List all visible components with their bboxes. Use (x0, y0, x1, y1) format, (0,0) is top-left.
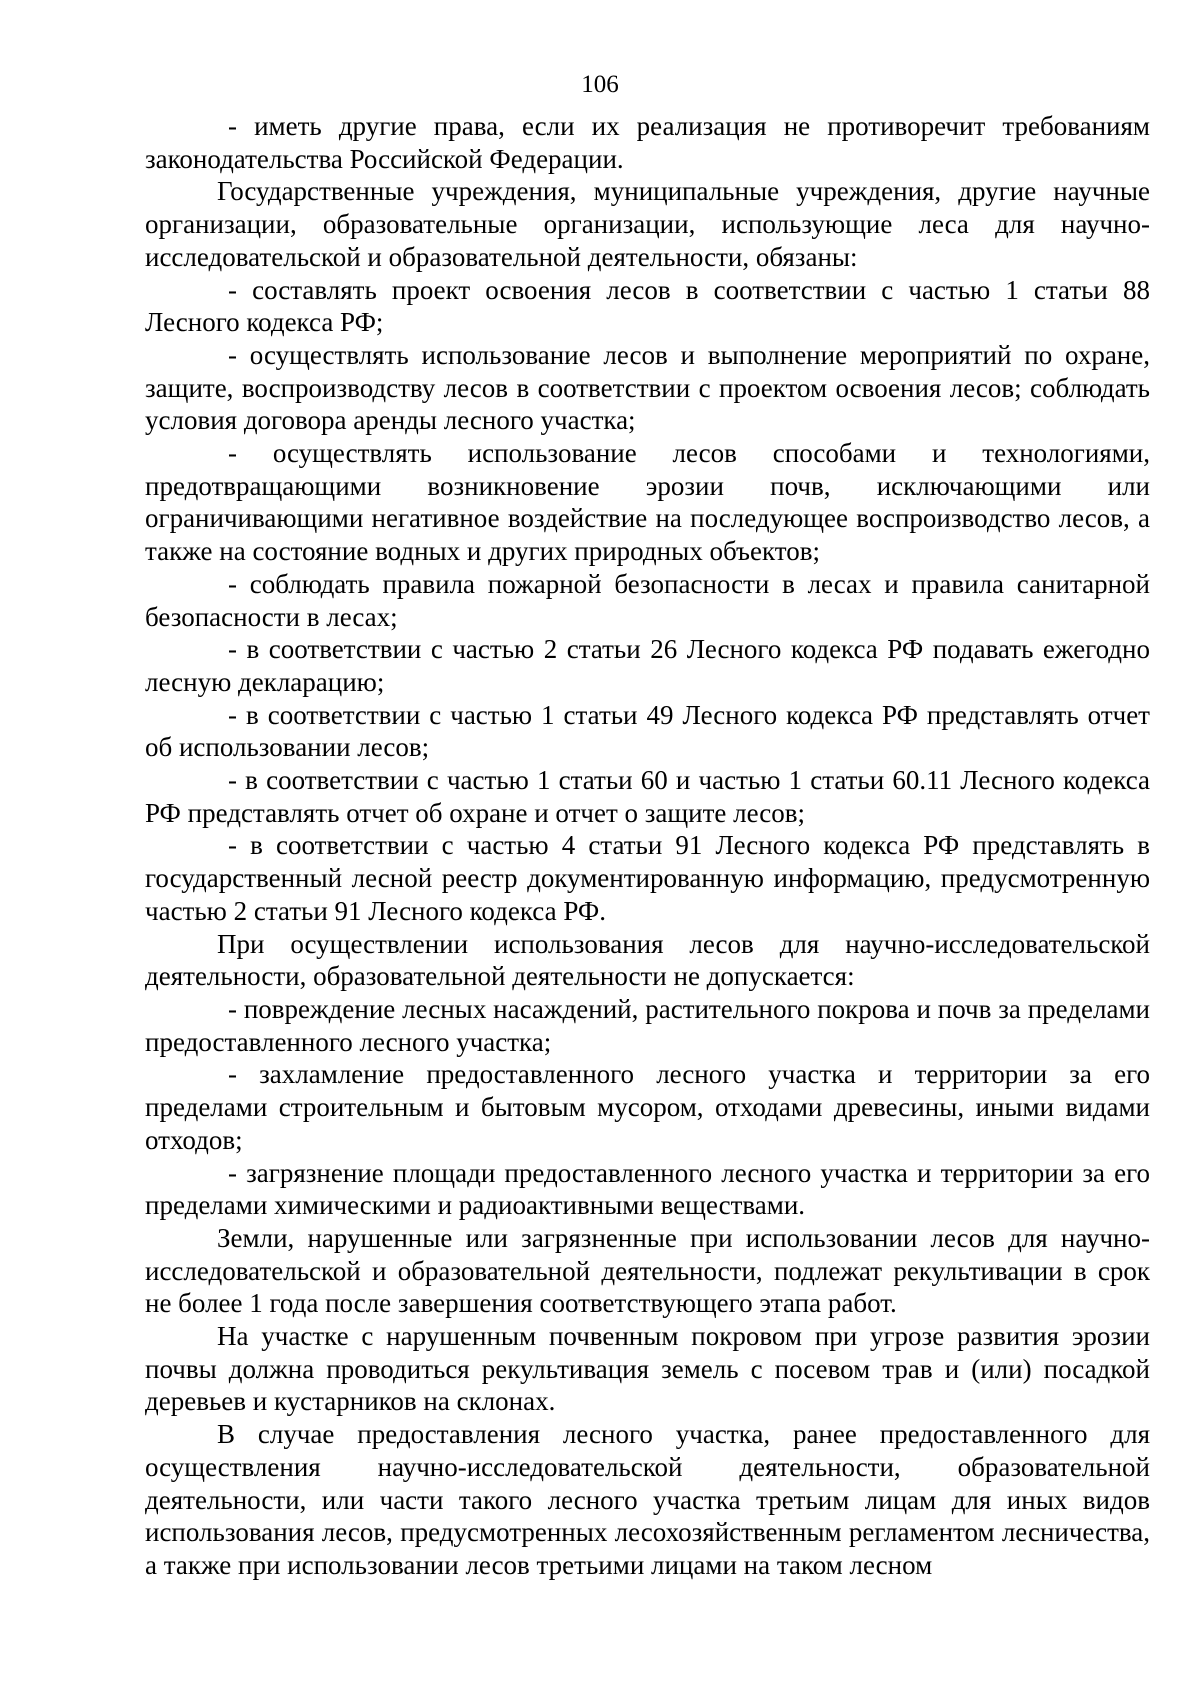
list-item: - осуществлять использование лесов способами и технологиями, предотвращающими возникновение эрозии почв, исключающими или ограничивающими негативное воздействие на последующее воспроизводство лесов, а также на состояние водных и других природных объектов; (145, 438, 1150, 567)
list-item: - соблюдать правила пожарной безопасности в лесах и правила санитарной безопасности в лесах; (145, 568, 1150, 632)
paragraph: Земли, нарушенные или загрязненные при использовании лесов для научно-исследовательской и образовательной деятельности, подлежат рекультивации в срок не более 1 года после завершения соответствующего этапа работ. (145, 1222, 1150, 1319)
list-item: - осуществлять использование лесов и выполнение мероприятий по охране, защите, воспроизводству лесов в соответствии с проектом освоения лесов; соблюдать условия договора аренды лесного участка; (145, 339, 1150, 436)
list-item: - в соответствии с частью 1 статьи 49 Лесного кодекса РФ представлять отчет об использовании лесов; (145, 699, 1150, 763)
list-item: - составлять проект освоения лесов в соответствии с частью 1 статьи 88 Лесного кодекса РФ; (145, 274, 1150, 338)
paragraph: На участке с нарушенным почвенным покровом при угрозе развития эрозии почвы должна проводиться рекультивация земель с посевом трав и (или) посадкой деревьев и кустарников на склонах. (145, 1321, 1150, 1417)
paragraph: При осуществлении использования лесов для научно-исследовательской деятельности, образовательной деятельности не допускается: (145, 928, 1150, 992)
list-item: - в соответствии с частью 4 статьи 91 Лесного кодекса РФ представлять в государственный лесной реестр документированную информацию, предусмотренную частью 2 статьи 91 Лесного кодекса РФ. (145, 830, 1150, 926)
paragraph: Государственные учреждения, муниципальные учреждения, другие научные организации, образовательные организации, использующие леса для научно-исследовательской и образовательной деятельности, обязаны: (145, 176, 1150, 272)
page-number: 106 (581, 71, 619, 98)
list-item: - повреждение лесных насаждений, растительного покрова и почв за пределами предоставленного лесного участка; (145, 993, 1150, 1057)
list-item: - в соответствии с частью 1 статьи 60 и частью 1 статьи 60.11 Лесного кодекса РФ представлять отчет об охране и отчет о защите лесов; (145, 765, 1150, 828)
paragraph: В случае предоставления лесного участка, ранее предоставленного для осуществления научно-исследовательской деятельности, образовательной деятельности, или части такого лесного участка третьим лицам для иных видов использования лесов, предусмотренных лесохозяйственным регламентом лесничества, а также при использовании лесов третьими лицами на таком лесном (145, 1419, 1150, 1580)
document-body (145, 110, 1150, 1582)
list-item: - захламление предоставленного лесного участка и территории за его пределами строительным и бытовым мусором, отходами древесины, иными видами отходов; (145, 1059, 1150, 1155)
list-item: - иметь другие права, если их реализация не противоречит требованиям законодательства Российской Федерации. (145, 111, 1150, 174)
list-item: - в соответствии с частью 2 статьи 26 Лесного кодекса РФ подавать ежегодно лесную декларацию; (145, 634, 1150, 697)
list-item: - загрязнение площади предоставленного лесного участка и территории за его пределами химическими и радиоактивными веществами. (145, 1157, 1150, 1221)
